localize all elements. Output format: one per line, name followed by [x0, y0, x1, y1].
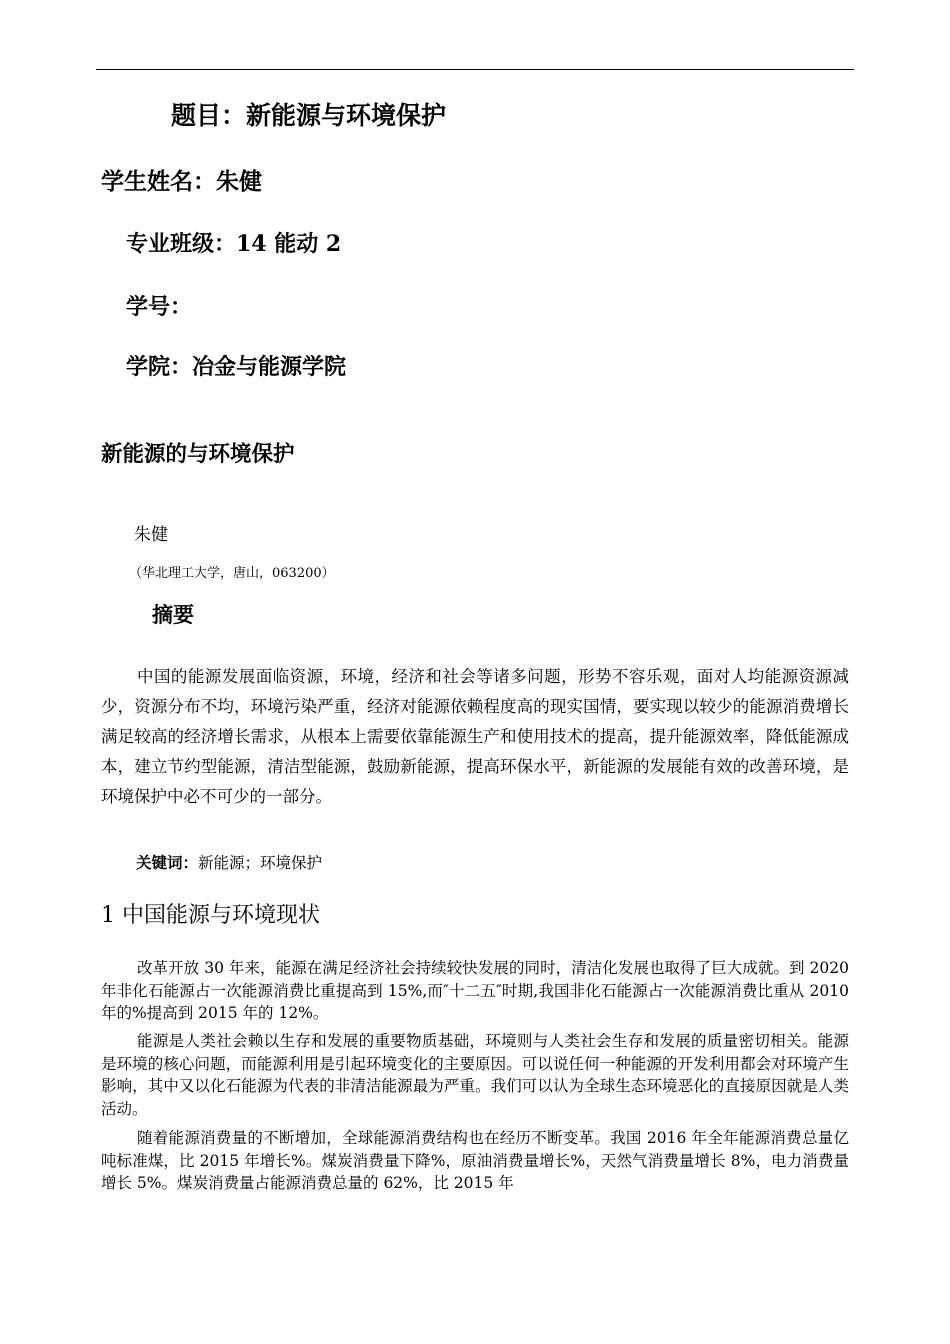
cover-title: 题目：新能源与环境保护	[171, 101, 447, 130]
section1-paragraph: 随着能源消费量的不断增加，全球能源消费结构也在经历不断变革。我国 2016 年全年能源消费总量亿吨标准煤，比 2015 年增长%。煤炭消费量下降%，原油消费量增长%，天然气消费量增长 8%，电力消费量增长 5%。煤炭消费量占能源消费总量的 62%，比 2015 年	[101, 1129, 849, 1192]
section1-paragraph: 改革开放 30 年来，能源在满足经济社会持续较快发展的同时，清洁化发展也取得了巨大成就。到 2020 年非化石能源占一次能源消费比重提高到 15%,而″十二五″时期,我国非化石能源占一次能源消费比重从 2010 年的%提高到 2015 年的 12%。	[101, 959, 849, 1022]
section1-heading: 1 中国能源与环境现状	[101, 903, 320, 928]
cover-student-id: 学号：	[126, 294, 193, 320]
keywords-line	[136, 851, 322, 873]
cover-major-class: 专业班级：14 能动 2	[126, 231, 342, 257]
keywords-label: 关键词：	[136, 853, 199, 872]
paper-author: 朱健	[134, 525, 168, 545]
abstract-text: 中国的能源发展面临资源，环境，经济和社会等诸多问题，形势不容乐观，面对人均能源资源减少，资源分布不均，环境污染严重，经济对能源依赖程度高的现实国情，要实现以较少的能源消费增长满足较高的经济增长需求，从根本上需要依靠能源生产和使用技术的提高，提升能源效率，降低能源成本，建立节约型能源，清洁型能源，鼓励新能源，提高环保水平，新能源的发展能有效的改善环境，是环境保护中必不可少的一部分。	[101, 667, 849, 806]
section1-paragraph: 能源是人类社会赖以生存和发展的重要物质基础，环境则与人类社会生存和发展的质量密切相关。能源是环境的核心问题，而能源利用是引起环境变化的主要原因。可以说任何一种能源的开发利用都会对环境产生影响，其中又以化石能源为代表的非清洁能源最为严重。我们可以认为全球生态环境恶化的直接原因就是人类活动。	[101, 1032, 849, 1118]
cover-college: 学院：冶金与能源学院	[126, 354, 347, 380]
paper-affiliation: （华北理工大学，唐山，063200）	[129, 566, 335, 581]
header-rule	[96, 69, 854, 70]
abstract-heading: 摘要	[152, 602, 194, 627]
cover-student-name: 学生姓名：朱健	[101, 168, 262, 195]
keywords-value: 新能源；环境保护	[198, 854, 323, 872]
paper-title: 新能源的与环境保护	[101, 442, 295, 467]
